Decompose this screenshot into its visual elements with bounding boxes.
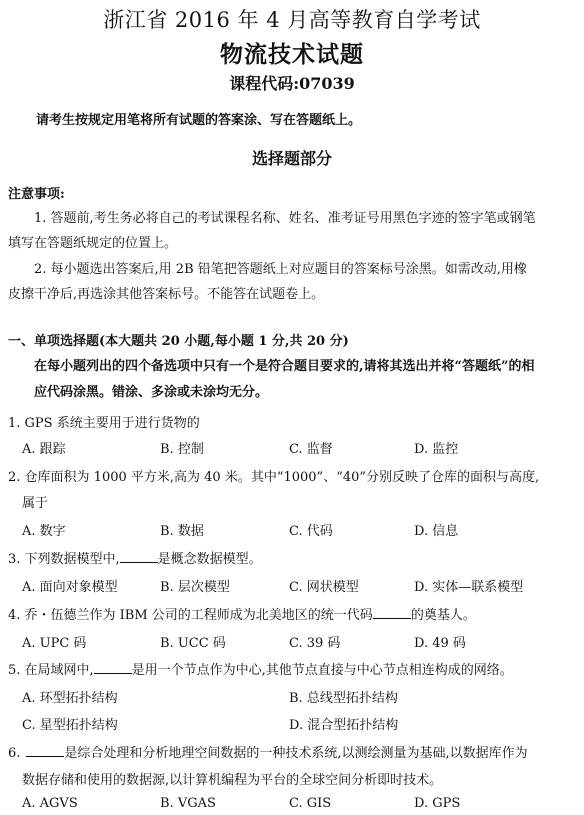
q3-text-post: 是概念数据模型。 (157, 552, 262, 567)
q4-option-b: B. UCC 码 (160, 636, 226, 651)
q4-option-d: D. 49 码 (414, 636, 466, 651)
q4-answer-blank (373, 606, 411, 619)
exam-title: 浙江省 2016 年 4 月高等教育自学考试 (103, 8, 481, 32)
q6-answer-blank (26, 744, 64, 757)
notes-heading: 注意事项: (8, 187, 65, 202)
q1-option-c: C. 监督 (289, 442, 333, 457)
course-code: 课程代码:07039 (229, 74, 355, 93)
q5-option-a: A. 环型拓扑结构 (22, 691, 118, 706)
q2-option-c: C. 代码 (289, 524, 333, 539)
part1-desc-line-2: 应代码涂黑。错涂、多涂或未涂均无分。 (34, 385, 269, 400)
q3-answer-blank (120, 550, 158, 563)
q4-text-pre: 4. 乔・伍德兰作为 IBM 公司的工程师成为北美地区的统一代码 (8, 608, 373, 623)
q6-text-pre: 6. (8, 746, 21, 761)
part1-heading: 一、单项选择题(本大题共 20 小题,每小题 1 分,共 20 分) (8, 334, 349, 349)
q1-option-d: D. 监控 (414, 442, 459, 457)
q2-option-a: A. 数字 (22, 524, 66, 539)
q5-text-pre: 5. 在局域网中, (8, 663, 94, 678)
question-5 (8, 659, 513, 678)
question-2-line-2: 属于 (22, 496, 49, 511)
q3-option-b: B. 层次模型 (160, 580, 230, 595)
q3-text-pre: 3. 下列数据模型中, (8, 552, 120, 567)
q1-option-b: B. 控制 (160, 442, 204, 457)
q4-option-c: C. 39 码 (289, 636, 341, 651)
q4-option-a: A. UPC 码 (22, 636, 87, 651)
q6-text-post: 是综合处理和分析地理空间数据的一种技术系统,以测绘测量为基础,以数据库作为 (64, 746, 528, 761)
part1-desc-line-1: 在每小题列出的四个备选项中只有一个是符合题目要求的,请将其选出并将“答题纸”的相 (34, 359, 535, 374)
question-2-line-1: 2. 仓库面积为 1000 平方米,高为 40 米。其中“1000”、“40”分别反映了仓库的面积与高度, (8, 470, 540, 485)
q6-option-d: D. GPS (414, 796, 461, 811)
q5-answer-blank (94, 661, 132, 674)
q1-option-a: A. 跟踪 (22, 442, 66, 457)
q6-option-c: C. GIS (289, 796, 332, 811)
question-6-line-1 (8, 742, 528, 761)
q5-option-d: D. 混合型拓扑结构 (289, 718, 399, 733)
q4-text-post: 的奠基人。 (410, 608, 476, 623)
answer-instruction: 请考生按规定用笔将所有试题的答案涂、写在答题纸上。 (36, 113, 362, 128)
q2-option-d: D. 信息 (414, 524, 459, 539)
section-title: 选择题部分 (251, 149, 332, 168)
q5-option-c: C. 星型拓扑结构 (22, 718, 118, 733)
q2-option-b: B. 数据 (160, 524, 204, 539)
question-1: 1. GPS 系统主要用于进行货物的 (8, 416, 200, 431)
q3-option-a: A. 面向对象模型 (22, 580, 118, 595)
q5-option-b: B. 总线型拓扑结构 (289, 691, 398, 706)
question-6-line-2: 数据存储和使用的数据源,以计算机编程为平台的全球空间分析即时技术。 (22, 773, 443, 788)
note-1-line-1: 1. 答题前,考生务必将自己的考试课程名称、姓名、准考证号用黑色字迹的签字笔或钢笔 (34, 211, 536, 226)
subject-title: 物流技术试题 (220, 41, 364, 68)
note-2-line-1: 2. 每小题选出答案后,用 2B 铅笔把答题纸上对应题目的答案标号涂黑。如需改动,用橡 (34, 262, 527, 277)
q6-option-a: A. AGVS (22, 796, 78, 811)
q3-option-c: C. 网状模型 (289, 580, 359, 595)
q3-option-d: D. 实体—联系模型 (414, 580, 524, 595)
note-2-line-2: 皮擦干净后,再选涂其他答案标号。不能答在试题卷上。 (8, 287, 325, 302)
note-1-line-2: 填写在答题纸规定的位置上。 (8, 236, 178, 251)
q5-text-post: 是用一个节点作为中心,其他节点直接与中心节点相连构成的网络。 (131, 663, 513, 678)
question-4 (8, 604, 476, 623)
q6-option-b: B. VGAS (160, 796, 216, 811)
question-3 (8, 548, 262, 567)
